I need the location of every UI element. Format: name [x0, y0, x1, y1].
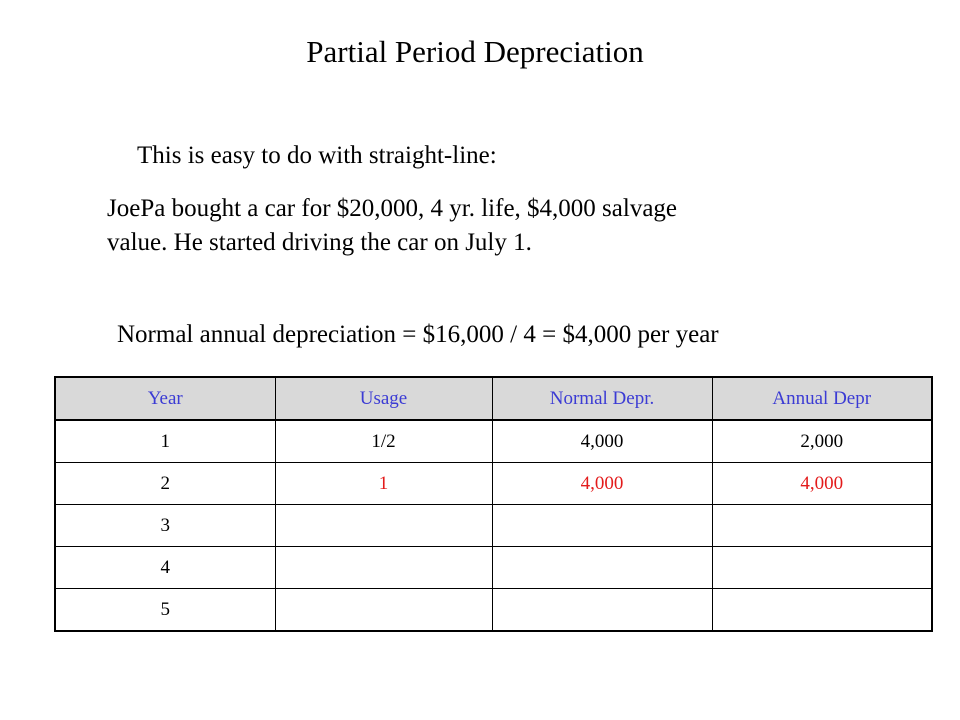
- cell-normal-depr: 4,000: [492, 420, 712, 463]
- table-header-row: [55, 377, 932, 420]
- cell-normal-depr: [492, 547, 712, 589]
- cell-year: 4: [55, 547, 275, 589]
- cell-annual-depr: [712, 547, 932, 589]
- scenario-text: [107, 192, 867, 260]
- slide-title: Partial Period Depreciation: [306, 34, 644, 69]
- cell-usage: [275, 505, 492, 547]
- table-row: [55, 589, 932, 632]
- cell-annual-depr: [712, 505, 932, 547]
- cell-usage: [275, 547, 492, 589]
- table-row: [55, 463, 932, 505]
- depreciation-table: [54, 376, 933, 632]
- header-normal-depr: Normal Depr.: [492, 377, 712, 420]
- depreciation-formula: Normal annual depreciation = $16,000 / 4 = $4,000 per year: [117, 321, 719, 348]
- cell-normal-depr: [492, 589, 712, 632]
- cell-year: 1: [55, 420, 275, 463]
- cell-normal-depr: 4,000: [492, 463, 712, 505]
- header-usage: Usage: [275, 377, 492, 420]
- header-annual-depr: Annual Depr: [712, 377, 932, 420]
- cell-year: 2: [55, 463, 275, 505]
- cell-annual-depr: [712, 589, 932, 632]
- cell-annual-depr: 4,000: [712, 463, 932, 505]
- table-row: [55, 420, 932, 463]
- cell-usage: 1/2: [275, 420, 492, 463]
- cell-usage: [275, 589, 492, 632]
- cell-year: 5: [55, 589, 275, 632]
- intro-text: This is easy to do with straight-line:: [137, 142, 497, 169]
- cell-annual-depr: 2,000: [712, 420, 932, 463]
- header-year: Year: [55, 377, 275, 420]
- cell-usage: 1: [275, 463, 492, 505]
- table-row: [55, 547, 932, 589]
- cell-normal-depr: [492, 505, 712, 547]
- table-row: [55, 505, 932, 547]
- cell-year: 3: [55, 505, 275, 547]
- scenario-line-2: value. He started driving the car on July 1.: [107, 229, 532, 256]
- scenario-line-1: JoePa bought a car for $20,000, 4 yr. life, $4,000 salvage: [107, 195, 678, 222]
